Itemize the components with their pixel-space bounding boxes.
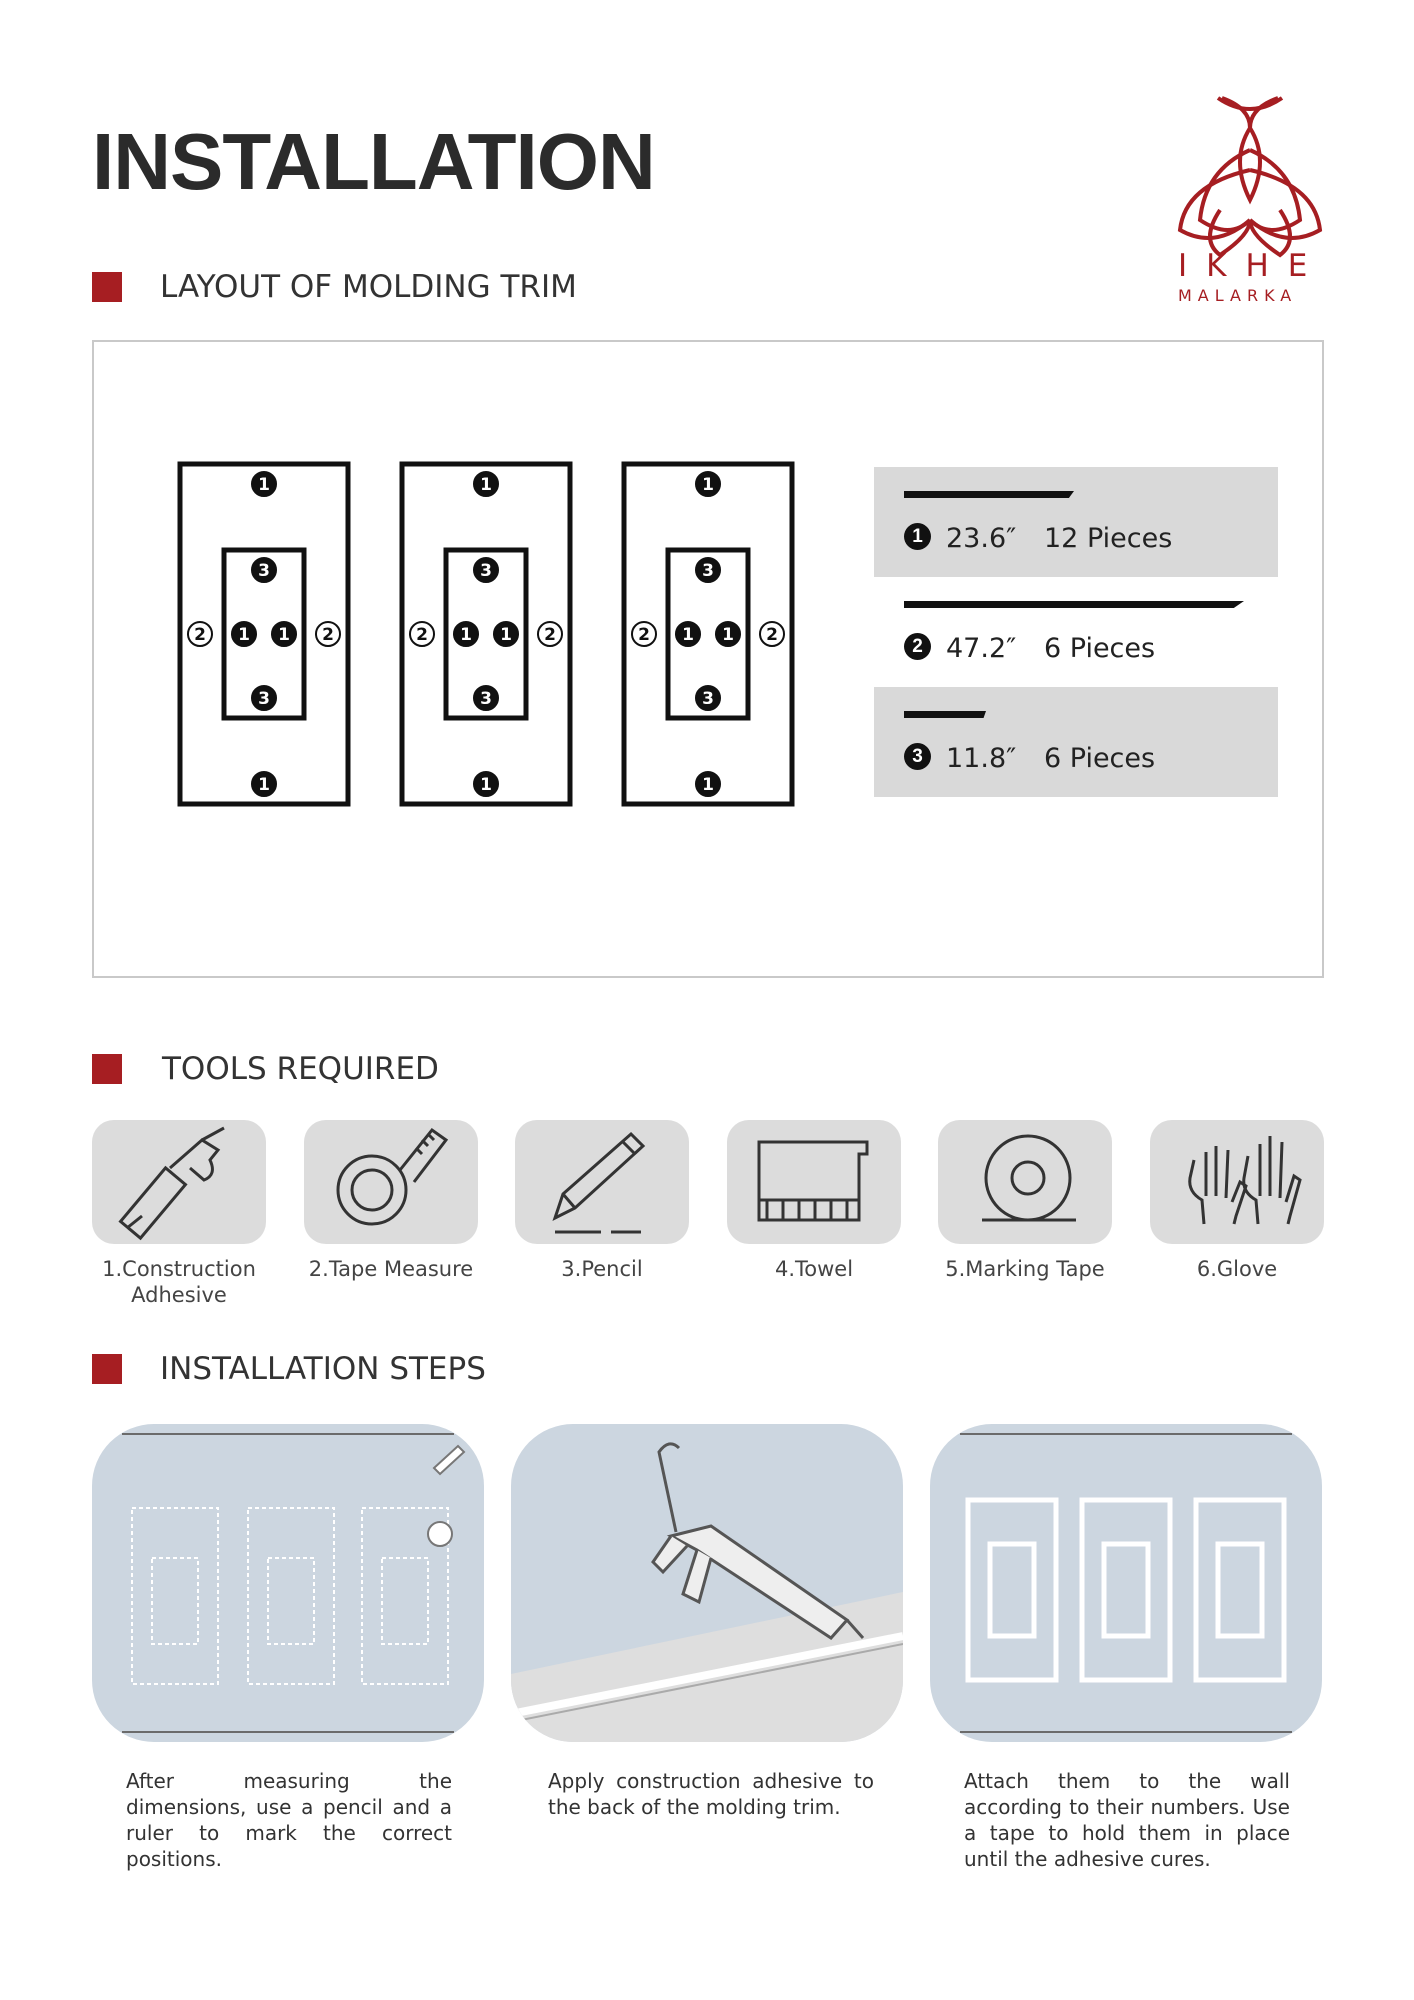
tool-card [727,1120,901,1244]
brand-subname: MALARKA [1178,286,1298,305]
svg-text:3: 3 [258,689,270,709]
svg-text:1: 1 [258,475,270,495]
step-illustration [930,1424,1322,1742]
tool-card [92,1120,266,1244]
legend-number: 1 [904,523,931,550]
legend-row [874,687,1278,797]
tool-label [714,1256,914,1282]
tool-label-line: 1.Construction [102,1257,256,1281]
trim-number-marker [272,622,296,646]
svg-text:3: 3 [480,689,492,709]
towel-icon [727,1120,901,1244]
section-title-layout: LAYOUT OF MOLDING TRIM [160,269,577,305]
tool-label [79,1256,279,1309]
trim-number-marker [494,622,518,646]
tool-card [1150,1120,1324,1244]
tool-label-line: 5.Marking Tape [945,1257,1105,1281]
trim-number-marker [252,558,276,582]
tool-label [291,1256,491,1282]
legend-length: 11.8″ [946,743,1017,774]
trim-number-marker [696,558,720,582]
trim-number-marker [232,622,256,646]
trim-number-marker [252,472,276,496]
trim-number-marker [760,622,784,646]
lotus-icon [1160,90,1340,260]
legend-row [874,467,1278,577]
trim-length-bar [904,491,1074,498]
legend-pieces: 6 Pieces [1044,743,1156,774]
gloves-icon [1150,1120,1324,1244]
svg-text:2: 2 [544,625,556,645]
svg-text:2: 2 [638,625,650,645]
legend-length: 23.6″ [946,523,1017,554]
tool-label-line: 4.Towel [774,1257,854,1281]
trim-number-marker [696,686,720,710]
svg-text:1: 1 [480,475,492,495]
trim-number-marker [188,622,212,646]
step-description: After measuring the dimensions, use a pencil and a ruler to mark the correct positions. [126,1769,452,1871]
svg-text:1: 1 [702,775,714,795]
trim-number-marker [410,622,434,646]
tool-label-line: 6.Glove [1196,1257,1278,1281]
tape-measure-icon [304,1120,478,1244]
trim-number-marker [474,472,498,496]
trim-number-marker [716,622,740,646]
svg-text:2: 2 [322,625,334,645]
adhesive-application-illustration [511,1424,903,1742]
section-title-tools: TOOLS REQUIRED [162,1051,439,1087]
legend-number: 2 [904,633,931,660]
svg-text:1: 1 [480,775,492,795]
legend-length: 47.2″ [946,633,1017,664]
marked-wall-illustration [92,1424,484,1742]
trim-number-marker [316,622,340,646]
legend-table [874,467,1278,801]
svg-text:1: 1 [258,775,270,795]
trim-number-marker [454,622,478,646]
section-marker [92,1054,122,1084]
layout-diagram [92,340,1324,978]
trim-number-marker [252,686,276,710]
trim-number-marker [696,472,720,496]
svg-text:3: 3 [702,561,714,581]
section-marker [92,272,122,302]
svg-text:1: 1 [682,625,694,645]
svg-text:1: 1 [278,625,290,645]
step-illustration [511,1424,903,1742]
svg-text:2: 2 [416,625,428,645]
trim-number-marker [252,772,276,796]
tool-label [925,1256,1125,1282]
trim-number-marker [632,622,656,646]
trim-number-marker [474,686,498,710]
trim-number-marker [696,772,720,796]
attached-trim-illustration [930,1424,1322,1742]
brand-logo [1160,90,1340,310]
page-title: INSTALLATION [92,117,655,206]
trim-length-bar [904,711,986,718]
pencil-icon [515,1120,689,1244]
tool-card [304,1120,478,1244]
section-marker [92,1354,122,1384]
svg-text:1: 1 [722,625,734,645]
svg-text:3: 3 [480,561,492,581]
tool-label-line: Adhesive [131,1283,227,1308]
trim-length-bar [904,601,1244,608]
svg-text:1: 1 [238,625,250,645]
tool-card [515,1120,689,1244]
svg-text:2: 2 [194,625,206,645]
tool-label-line: 2.Tape Measure [308,1257,474,1281]
trim-number-marker [474,558,498,582]
tool-label [1137,1256,1337,1282]
svg-text:2: 2 [766,625,778,645]
svg-text:1: 1 [702,475,714,495]
trim-number-marker [676,622,700,646]
legend-row [874,577,1278,687]
tool-label [502,1256,702,1282]
caulk-gun-icon [92,1120,266,1244]
tool-card [938,1120,1112,1244]
step-description: Apply construction adhesive to the back of the molding trim. [548,1769,874,1819]
svg-text:3: 3 [702,689,714,709]
svg-text:1: 1 [500,625,512,645]
tape-roll-icon [938,1120,1112,1244]
section-title-steps: INSTALLATION STEPS [160,1351,486,1387]
svg-text:1: 1 [460,625,472,645]
brand-name: IKHE [1178,248,1327,284]
trim-number-marker [538,622,562,646]
step-illustration [92,1424,484,1742]
step-description: Attach them to the wall according to their numbers. Use a tape to hold them in place until the adhesive cures. [964,1769,1290,1871]
legend-number: 3 [904,743,931,770]
legend-pieces: 12 Pieces [1044,523,1173,554]
tool-label-line: 3.Pencil [561,1257,643,1281]
trim-number-marker [474,772,498,796]
svg-text:3: 3 [258,561,270,581]
legend-pieces: 6 Pieces [1044,633,1156,664]
